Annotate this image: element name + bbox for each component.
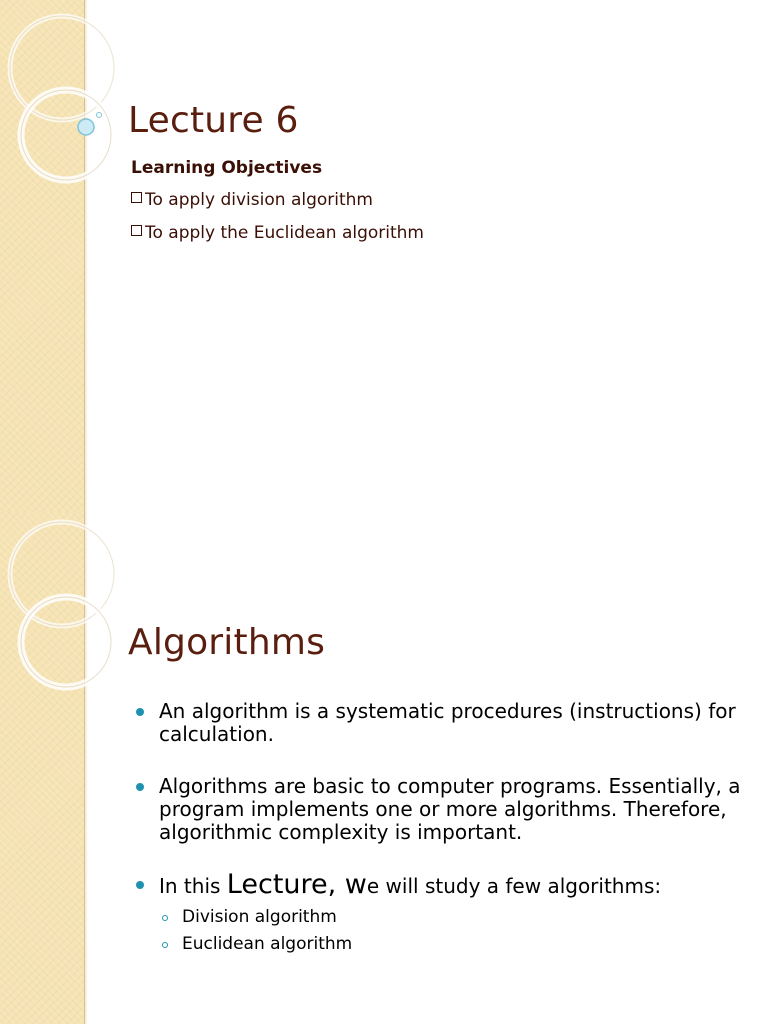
ring-bullet-icon [162, 942, 168, 948]
sub-item: Division algorithm [159, 904, 754, 931]
decorative-rings-icon [0, 512, 130, 732]
checkbox-square-icon [131, 225, 142, 236]
bullet-dot-icon [136, 783, 144, 791]
blue-bead-icon [78, 119, 94, 135]
slide-title: Lecture 6 [128, 100, 299, 141]
decorative-rings-icon [0, 0, 130, 220]
sub-list [159, 904, 754, 958]
ring-bullet-icon [162, 915, 168, 921]
bullet-dot-icon [136, 708, 144, 716]
emphasized-text: Lecture, w [226, 869, 367, 900]
checkbox-square-icon [131, 192, 142, 203]
sub-item: Euclidean algorithm [159, 931, 754, 958]
bullet-item: In this Lecture, we will study a few algorithms: Division algorithm Euclidean algorithm [134, 873, 754, 958]
slide-title: Algorithms [128, 622, 326, 663]
bullet-item: An algorithm is a systematic procedures (instructions) for calculation. [134, 700, 754, 746]
objective-item: To apply division algorithm [131, 189, 424, 222]
slide-algorithms [0, 512, 768, 1024]
bullet-item: Algorithms are basic to computer programs. Essentially, a program implements one or more algorithms. Therefore, algorithmic complexity is important. [134, 775, 754, 844]
objectives-list [131, 189, 424, 255]
bullet-list [134, 700, 754, 958]
objectives-heading: Learning Objectives [131, 158, 323, 178]
objective-item: To apply the Euclidean algorithm [131, 222, 424, 255]
bullet-dot-icon [136, 881, 144, 889]
